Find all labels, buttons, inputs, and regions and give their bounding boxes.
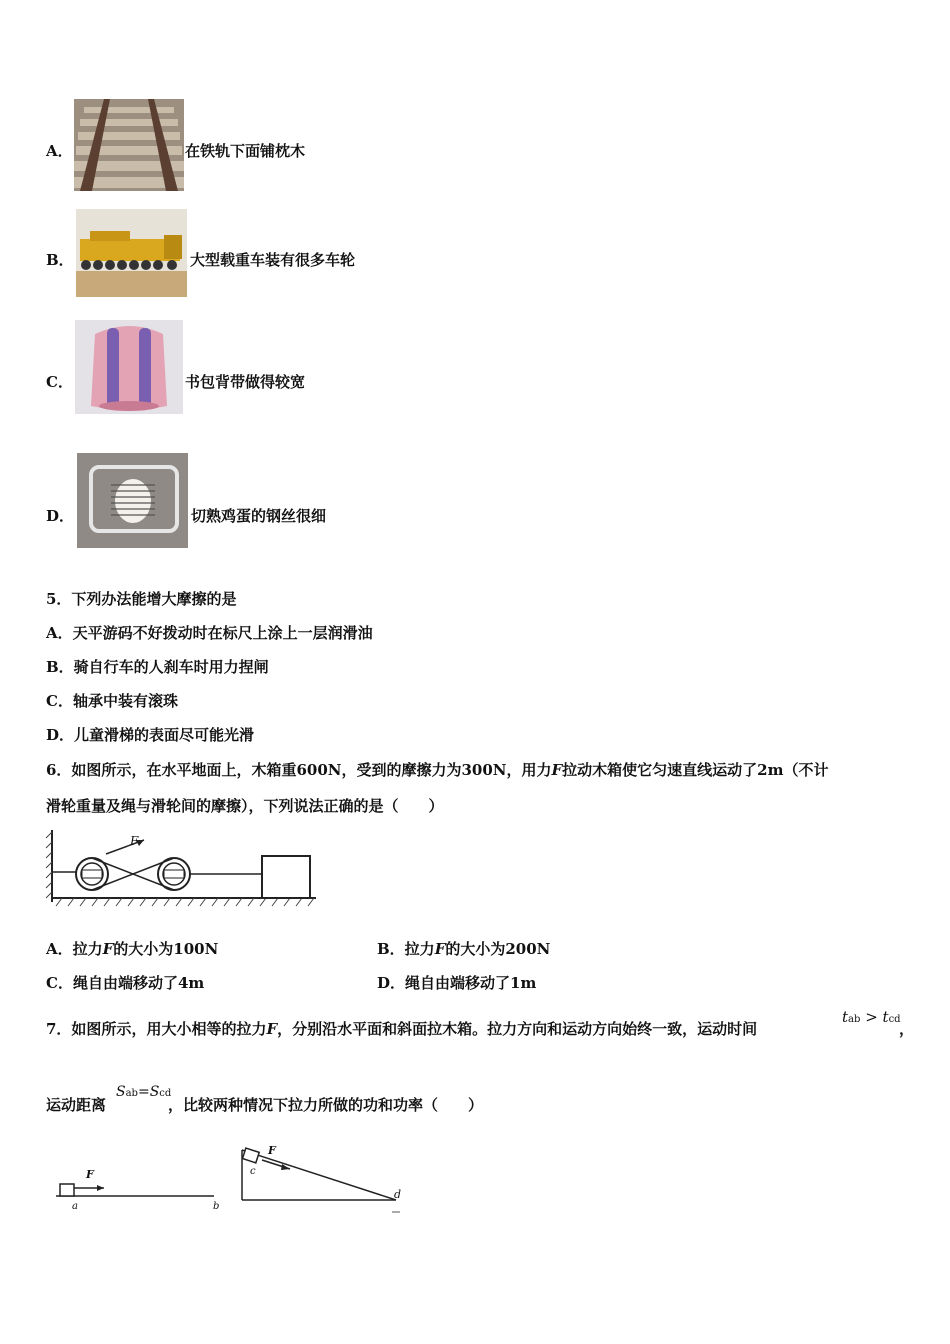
- option-text: 切熟鸡蛋的钢丝很细: [191, 507, 327, 525]
- s-cd-symbol: S: [149, 1084, 160, 1100]
- question-stem-line-1: [46, 1018, 757, 1039]
- option-d: D．绳自由端移动了1m: [377, 974, 537, 992]
- point-d-label: d: [394, 1188, 402, 1201]
- option-c: C．绳自由端移动了4m: [46, 974, 205, 992]
- comma: ，: [899, 1020, 915, 1038]
- railway-sleepers-photo: [74, 99, 184, 191]
- option-text: 书包背带做得较宽: [185, 373, 306, 391]
- option-text: 大型载重车装有很多车轮: [190, 251, 356, 269]
- t-cd-symbol: t: [882, 1008, 889, 1026]
- stem-text: 拉动木箱使它匀速直线运动了2m（不计: [562, 761, 829, 779]
- heavy-truck-photo: [76, 209, 187, 297]
- force-label: F: [86, 1168, 94, 1181]
- option-text: B．拉力: [377, 940, 435, 958]
- option-text: A．拉力: [46, 940, 103, 958]
- question-stem-line-2-rest: ，比较两种情况下拉力所做的功和功率（ ）: [168, 1096, 484, 1114]
- option-text: 在铁轨下面铺枕木: [185, 142, 306, 160]
- s-ab-subscript: ab: [125, 1088, 138, 1099]
- option-letter: D．: [46, 507, 75, 525]
- stem-text: 运动距离: [46, 1096, 107, 1114]
- option-a: A．天平游码不好拨动时在标尺上涂上一层润滑油: [46, 624, 373, 642]
- point-b-label: b: [213, 1201, 220, 1212]
- force-label: F: [130, 834, 139, 848]
- force-label: F: [268, 1144, 276, 1157]
- s-cd-subscript: cd: [159, 1088, 172, 1099]
- greater-than: >: [865, 1008, 878, 1026]
- option-b: B．骑自行车的人刹车时用力捏闸: [46, 658, 269, 676]
- t-ab-symbol: t: [842, 1008, 849, 1026]
- option-text: 的大小为200N: [445, 940, 551, 958]
- option-a: [46, 938, 218, 959]
- point-a-label: a: [72, 1201, 78, 1212]
- t-cd-subscript: cd: [888, 1014, 901, 1025]
- option-d: D．儿童滑梯的表面尽可能光滑: [46, 726, 255, 744]
- egg-slicer-photo: [77, 453, 188, 548]
- option-text: 的大小为100N: [113, 940, 219, 958]
- t-ab-subscript: ab: [848, 1014, 861, 1025]
- time-comparison-formula: [842, 1008, 901, 1026]
- option-b: [377, 938, 550, 959]
- option-letter: C．: [46, 373, 73, 391]
- force-variable: F: [551, 761, 563, 779]
- horizontal-pull-diagram: [52, 1160, 227, 1220]
- question-stem-line-2: 滑轮重量及绳与滑轮间的摩擦），下列说法正确的是（ ）: [46, 797, 444, 815]
- stem-text: 7．如图所示，用大小相等的拉力: [46, 1020, 267, 1038]
- equals: =: [137, 1084, 150, 1100]
- force-variable: F: [266, 1020, 278, 1038]
- pulley-diagram: [44, 828, 324, 912]
- question-stem-line-2: [46, 1094, 106, 1115]
- distance-equality-formula: [116, 1084, 171, 1100]
- force-variable: F: [434, 940, 446, 958]
- incline-pull-diagram: [236, 1142, 406, 1220]
- question-stem: 5．下列办法能增大摩擦的是: [46, 590, 237, 608]
- point-c-label: c: [250, 1166, 256, 1177]
- stem-text: 6．如图所示，在水平地面上，木箱重600N，受到的摩擦力为300N，用力: [46, 761, 552, 779]
- option-letter: B．: [46, 251, 74, 269]
- stem-text: ，分别沿水平面和斜面拉木箱。拉力方向和运动方向始终一致，运动时间: [277, 1020, 758, 1038]
- force-variable: F: [102, 940, 114, 958]
- question-stem-line-1: [46, 759, 828, 780]
- option-c: C．轴承中装有滚珠: [46, 692, 178, 710]
- backpack-photo: [75, 320, 183, 414]
- s-ab-symbol: S: [116, 1084, 126, 1100]
- option-letter: A．: [46, 142, 73, 160]
